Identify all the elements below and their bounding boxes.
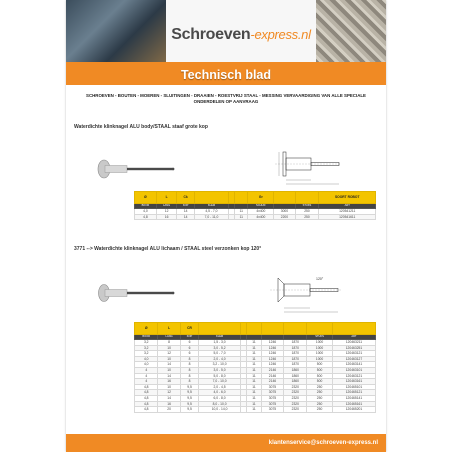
table-cell: 1870 <box>284 362 307 368</box>
table-cell: 8,0 - 10,0 <box>199 401 240 407</box>
table-cell: 2146 <box>261 373 284 379</box>
table-cell: 1870 <box>284 356 307 362</box>
table-cell: 6 <box>180 345 199 351</box>
table-cell: 6,0 - 8,0 <box>199 395 240 401</box>
table-cell: 8 <box>180 373 199 379</box>
table-cell: 120463121 <box>332 373 375 379</box>
table-row <box>135 214 376 220</box>
table-cell: 11 <box>247 390 261 396</box>
table-cell: 1246 <box>261 362 284 368</box>
table-cell: BOOR <box>135 335 158 340</box>
rivet-photo-2 <box>96 282 178 304</box>
table-cell: 10 <box>158 384 180 390</box>
table-cell: SOORT ROBOT <box>319 192 376 204</box>
table-cell: 250 <box>307 390 333 396</box>
table-cell: BOOR <box>135 204 157 209</box>
table-cell <box>194 192 228 204</box>
table-cell: 1000 <box>307 345 333 351</box>
brand-logo <box>171 26 310 44</box>
header-banner <box>66 0 386 85</box>
table-cell: 120463121 <box>332 351 375 357</box>
table-cell: ART <box>319 204 376 209</box>
rivet-photo-1 <box>96 158 178 180</box>
table-cell: 120463101 <box>332 367 375 373</box>
table-cell: 120463161 <box>332 379 375 385</box>
table-cell: 120541211 <box>319 209 376 215</box>
footer-email[interactable]: klantenservice@schroeven-express.nl <box>268 440 378 446</box>
angle-label: 120° <box>316 277 324 281</box>
table-cell: 4,0 - 6,0 <box>199 390 240 396</box>
table-cell: 12 <box>158 351 180 357</box>
table-cell: 250 <box>307 384 333 390</box>
table-cell: 2146 <box>261 367 284 373</box>
table-cell: 11 <box>247 401 261 407</box>
table-cell <box>199 323 240 335</box>
table-cell: 4,8 <box>135 214 157 220</box>
table-cell: 2320 <box>284 390 307 396</box>
table-cell: 11 <box>247 384 261 390</box>
table-cell: 6 <box>180 340 199 346</box>
table-cell: 4x400 <box>248 214 274 220</box>
table-cell: 4,8 <box>135 395 158 401</box>
table-cell: KLEM <box>199 335 240 340</box>
table-cell: 120463127 <box>332 356 375 362</box>
table-cell: 11 <box>247 373 261 379</box>
table-cell: 1,5 - 3,0 <box>199 340 240 346</box>
table-header-row <box>135 192 376 204</box>
table-cell: KOP <box>180 335 199 340</box>
table-cell: 1246 <box>261 356 284 362</box>
table-cell: 11 <box>247 340 261 346</box>
table-cell: 11 <box>247 367 261 373</box>
technical-drawing-2 <box>266 266 346 316</box>
table-cell: 11 <box>247 379 261 385</box>
table-cell: 1870 <box>284 345 307 351</box>
table-cell: 4 <box>135 367 158 373</box>
table-cell: 3075 <box>261 384 284 390</box>
table-cell: 14 <box>158 395 180 401</box>
header-photo-tools <box>66 0 166 70</box>
table-cell: Ø <box>135 323 158 335</box>
table-cell: 3000 <box>274 209 295 215</box>
table-cell: 5,0 - 8,0 <box>199 373 240 379</box>
table-cell: 3,2 <box>135 345 158 351</box>
table-cell <box>235 192 248 204</box>
table-cell: 120465161 <box>332 401 375 407</box>
table-cell: 11 <box>235 214 248 220</box>
table-cell: 16 <box>158 379 180 385</box>
table-cell: 10 <box>158 367 180 373</box>
services-text: SCHROEVEN - BOUTEN - MOEREN - SLUITINGEN - DRAAIEN - ROESTVRIJ STAAL - MESSING VERVAARDIGING VAN ALLE SPECIALE ONDERDELEN OP AANVRAAG <box>86 93 366 104</box>
table-cell: 120465141 <box>332 395 375 401</box>
table-cell <box>240 407 247 413</box>
table-cell: 12 <box>156 209 177 215</box>
table-cell: 3075 <box>261 390 284 396</box>
table-cell: 120465101 <box>332 384 375 390</box>
table-cell: 4,5 - 7,0 <box>194 209 228 215</box>
table-cell: 3,2 - 10,0 <box>199 362 240 368</box>
datasheet <box>66 0 386 452</box>
table-cell: 4,8 <box>135 390 158 396</box>
spec-table-2 <box>134 322 376 413</box>
table-cell: 1000 <box>307 340 333 346</box>
table-cell: 250 <box>295 209 319 215</box>
table-cell: KOP <box>177 204 194 209</box>
table-cell: 8 <box>158 340 180 346</box>
table-cell: 14 <box>158 373 180 379</box>
table-cell: 500 <box>307 379 333 385</box>
table-cell: 120463141 <box>332 362 375 368</box>
table-cell <box>284 323 307 335</box>
table-cell: 7,0 - 11,0 <box>194 214 228 220</box>
table-cell: 250 <box>307 407 333 413</box>
table-cell: 16 <box>156 214 177 220</box>
table-cell: 3,2 <box>135 340 158 346</box>
table-cell: 8 <box>180 379 199 385</box>
table-cell <box>261 323 284 335</box>
table-cell: 4,0 <box>135 356 158 362</box>
table-cell <box>240 323 247 335</box>
table-cell: 1860 <box>284 379 307 385</box>
table-cell: 4,8 <box>135 401 158 407</box>
document-title: Technisch blad <box>180 67 272 82</box>
table-cell: STUKS <box>295 204 319 209</box>
table-cell: 1246 <box>261 351 284 357</box>
table-cell: 3075 <box>261 395 284 401</box>
table-cell: 9,5 <box>180 407 199 413</box>
table-cell: 3,2 <box>135 351 158 357</box>
table-cell: Ck <box>177 192 194 204</box>
table-cell: 250 <box>307 395 333 401</box>
table-cell: 120541611 <box>319 214 376 220</box>
table-cell: 2200 <box>274 214 295 220</box>
table-cell: 500 <box>307 373 333 379</box>
table-cell: 20 <box>158 407 180 413</box>
table-cell: 11 <box>247 395 261 401</box>
table-cell: 3075 <box>261 401 284 407</box>
table-cell: 11 <box>247 407 261 413</box>
table-cell: 3075 <box>261 407 284 413</box>
spec-table-1 <box>134 191 376 220</box>
table-cell: 7,0 - 10,0 <box>199 379 240 385</box>
table-cell: 1860 <box>284 373 307 379</box>
table-cell: 1870 <box>284 340 307 346</box>
table-cell: 2,0 - 4,0 <box>199 356 240 362</box>
table-cell: CR <box>180 323 199 335</box>
logo-tail: -express.nl <box>250 27 311 42</box>
table-cell: 10 <box>158 356 180 362</box>
table-cell: 2320 <box>284 395 307 401</box>
logo-area <box>166 0 316 70</box>
table-cell: 11 <box>247 362 261 368</box>
table-cell: 9,5 <box>180 390 199 396</box>
footer-band <box>66 434 386 452</box>
table-cell <box>332 323 375 335</box>
section1-title: Waterdichte klinknagel ALU body/STAAL staaf grote kop <box>74 124 208 130</box>
table-cell: KLEM <box>194 204 228 209</box>
table-cell: 2,0 - 4,5 <box>199 384 240 390</box>
table-cell: 11 <box>247 351 261 357</box>
table-cell: 12 <box>158 390 180 396</box>
table-cell: 4,8 <box>135 384 158 390</box>
section2-title: 3771 --> Waterdichte klinknagel ALU lichaam / STAAL steel verzonken kop 120° <box>74 246 262 252</box>
table-cell: L <box>156 192 177 204</box>
table-cell: 3,0 - 5,2 <box>199 345 240 351</box>
table-cell: LANG <box>156 204 177 209</box>
table-cell: 500 <box>307 367 333 373</box>
table-cell: 1246 <box>261 340 284 346</box>
table-cell: 8 <box>180 362 199 368</box>
table-cell: 14 <box>177 214 194 220</box>
table-cell: 9,5 <box>180 395 199 401</box>
table-cell: 8 <box>180 367 199 373</box>
table-cell: 5,0 - 7,0 <box>199 351 240 357</box>
table-cell: 8 <box>180 356 199 362</box>
title-band <box>66 62 386 85</box>
table-cell: 4,0 <box>135 209 157 215</box>
table-cell: 1870 <box>284 351 307 357</box>
table-cell: L <box>158 323 180 335</box>
table-cell: 9,5 <box>180 401 199 407</box>
table-cell: 4,0 <box>135 362 158 368</box>
table-cell: 120465201 <box>332 407 375 413</box>
table-cell: SCHUIF <box>248 204 274 209</box>
table-cell: 3,0 - 5,0 <box>199 367 240 373</box>
table-cell: 2320 <box>284 407 307 413</box>
table-cell: 10,0 - 14,0 <box>199 407 240 413</box>
table-cell: 16 <box>158 401 180 407</box>
table-cell: 250 <box>295 214 319 220</box>
table-cell: 2146 <box>261 379 284 385</box>
table-cell <box>274 192 295 204</box>
table-cell: 9,5 <box>180 384 199 390</box>
table-cell: 500 <box>307 362 333 368</box>
table-cell: STUKS <box>307 335 333 340</box>
table-cell: 120463211 <box>332 340 375 346</box>
technical-drawing-1 <box>271 142 346 187</box>
table-cell: LANG <box>158 335 180 340</box>
table-cell: 14 <box>177 209 194 215</box>
table-cell: 1000 <box>307 356 333 362</box>
table-cell: Gr <box>248 192 274 204</box>
table-cell: 120465121 <box>332 390 375 396</box>
table-cell: 11 <box>247 345 261 351</box>
table-cell: 11 <box>247 356 261 362</box>
table-cell: Ø <box>135 192 157 204</box>
table-cell: 6 <box>180 351 199 357</box>
table-cell: ART <box>332 335 375 340</box>
table-header-row <box>135 323 376 335</box>
table-row <box>135 407 376 413</box>
table-cell <box>295 192 319 204</box>
table-cell: 4 <box>135 379 158 385</box>
table-cell: 10 <box>158 345 180 351</box>
table-cell: 2320 <box>284 401 307 407</box>
table-cell <box>307 323 333 335</box>
table-cell: 2320 <box>284 384 307 390</box>
table-cell: 1246 <box>261 345 284 351</box>
table-cell: 250 <box>307 401 333 407</box>
table-cell: 120463251 <box>332 345 375 351</box>
table-cell: 1000 <box>307 351 333 357</box>
table-cell: 4,8 <box>135 407 158 413</box>
table-cell: 4 <box>135 373 158 379</box>
logo-main: Schroeven <box>171 26 251 43</box>
header-photo-screws <box>316 0 386 70</box>
table-cell: 14 <box>158 362 180 368</box>
table-cell: 1860 <box>284 367 307 373</box>
table-cell: 4x400 <box>248 209 274 215</box>
table-cell: 11 <box>235 209 248 215</box>
table-cell <box>247 323 261 335</box>
